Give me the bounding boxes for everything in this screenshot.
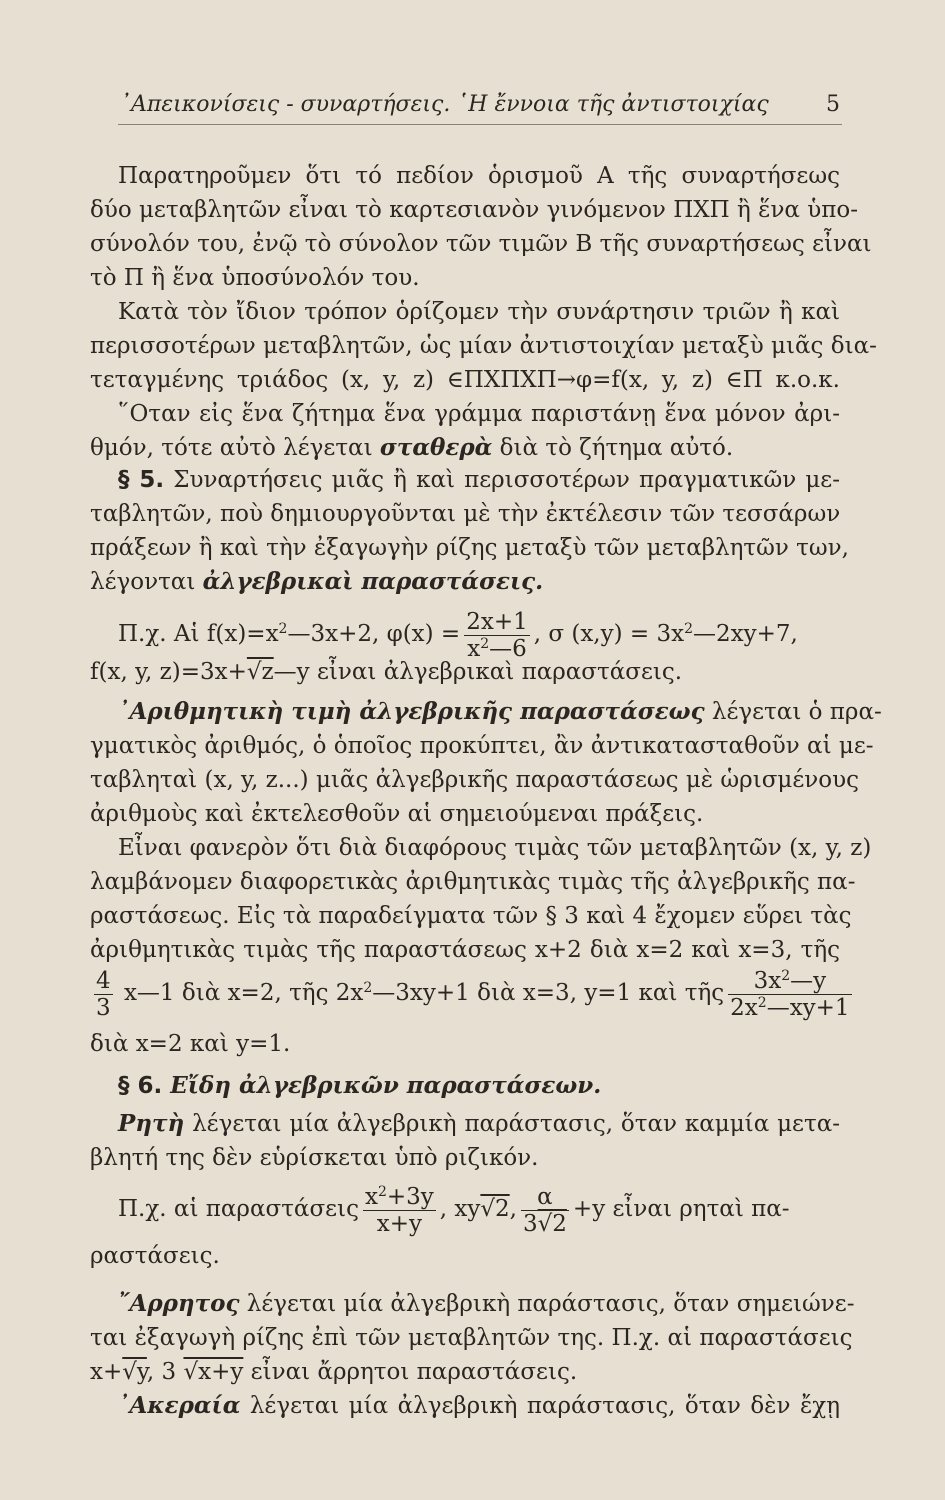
text: 3 (522, 1210, 538, 1237)
text-line: λαμβάνομεν διαφορετικὰς ἀριθμητικὰς τιμὰς τῆς ἀλγεβρικῆς πα- (90, 869, 856, 895)
text: 2x (730, 994, 758, 1021)
text: —3xy+1 διὰ x=3, y=1 καὶ τῆς (372, 980, 725, 1006)
text-line: Κατὰ τὸν ἴδιον τρόπον ὁρίζομεν τὴν συνάρτησιν τριῶν ἢ καὶ (118, 299, 840, 325)
text-line: ταβληταὶ (x, y, z...) μιᾶς ἀλγεβρικῆς παραστάσεως μὲ ὡρισμένους (90, 767, 859, 793)
text: —2xy+7, (693, 621, 798, 647)
denominator: 3 (96, 994, 111, 1021)
exponent: 2 (363, 980, 373, 996)
text: +3y (386, 1183, 434, 1210)
text-line: περισσοτέρων μεταβλητῶν, ὡς μίαν ἀντιστοιχίαν μεταξὺ μιᾶς δια- (90, 333, 877, 359)
emphasis-term: ᾿Ακεραία (118, 1392, 241, 1419)
radical: √y (122, 1359, 147, 1385)
header-title: ᾿Απεικονίσεις - συναρτήσεις. ῾Η ἔννοια τῆς ἀντιστοιχίας (120, 92, 769, 117)
text-line (90, 1357, 840, 1387)
example-line (90, 963, 850, 1023)
numerator: α (521, 1184, 569, 1211)
text: —3x+2, φ(x) = (287, 621, 461, 647)
example-line (118, 1179, 840, 1239)
denominator: x+y (376, 1210, 422, 1237)
text: λέγεται μία ἀλγεβρικὴ παράστασις, ὅταν δὲν ἔχῃ (240, 1393, 840, 1419)
text-line (90, 433, 840, 463)
section-6-heading (118, 1071, 840, 1101)
text-line: ταβλητῶν, ποὺ δημιουργοῦνται μὲ τὴν ἐκτέλεσιν τῶν τεσσάρων (90, 501, 841, 527)
text: Π.χ. αἱ παραστάσεις (118, 1196, 359, 1222)
fraction (728, 968, 851, 1021)
text: , 3 (146, 1359, 184, 1385)
radical: √x+y (183, 1359, 244, 1385)
text: —xy+1 (766, 994, 850, 1021)
numerator (728, 968, 851, 995)
text: λέγεται ὁ πρα- (704, 699, 882, 725)
exponent: 2 (377, 1183, 387, 1200)
fraction (464, 609, 530, 662)
text-line: ραστάσεως. Εἰς τὰ παραδείγματα τῶν § 3 καὶ 4 ἔχομεν εὕρει τὰς (90, 903, 852, 929)
text: —y (790, 967, 827, 994)
text-line: ἀριθμητικὰς τιμὰς τῆς παραστάσεως x+2 διὰ x=2 καὶ x=3, τῆς (90, 937, 840, 963)
text: λέγονται (90, 569, 203, 595)
text-line: βλητή της δὲν εὑρίσκεται ὑπὸ ριζικόν. (90, 1145, 539, 1171)
text: +y εἶναι ρηταὶ πα- (572, 1196, 790, 1222)
text: 3x (753, 967, 782, 994)
section-mark: § 5. (118, 467, 165, 493)
exponent: 2 (480, 635, 490, 652)
text: x—1 διὰ x=2, τῆς 2x (116, 980, 364, 1006)
text: f(x, y, z)=3x+ (90, 659, 247, 685)
exponent: 2 (684, 621, 694, 637)
text-line: πράξεων ἢ καὶ τὴν ἐξαγωγὴν ρίζης μεταξὺ τῶν μεταβλητῶν των, (90, 535, 849, 561)
exponent: 2 (757, 994, 767, 1011)
emphasis-term: Ρητὴ (118, 1110, 185, 1137)
radical: √z (246, 659, 274, 685)
emphasis-term: ῎Αρρητος (118, 1290, 240, 1317)
text: x (467, 635, 481, 662)
fraction (94, 968, 113, 1021)
exponent: 2 (278, 621, 288, 637)
text-line: Εἶναι φανερὸν ὅτι διὰ διαφόρους τιμὰς τῶν μεταβλητῶν (x, y, z) (118, 835, 872, 861)
denominator (728, 995, 851, 1021)
fraction (521, 1184, 569, 1237)
radical: √2 (537, 1210, 567, 1237)
section-mark: § 6. (118, 1073, 163, 1099)
text: , σ (x,y) = 3x (533, 621, 685, 647)
text-line: τὸ Π ἢ ἕνα ὑποσύνολόν του. (90, 265, 420, 291)
running-header (120, 92, 840, 122)
emphasis-term: ἀλγεβρικαὶ παραστάσεις. (202, 568, 544, 595)
page-number: 5 (826, 92, 840, 117)
text-line: γματικὸς ἀριθμός, ὁ ὁποῖος προκύπτει, ἂν ἀντικατασταθοῦν αἱ με- (90, 733, 874, 759)
text: , xy (439, 1196, 481, 1222)
text: —6 (489, 635, 527, 662)
text: Π.χ. Αἱ f(x)=x (118, 621, 279, 647)
text-line: δύο μεταβλητῶν εἶναι τὸ καρτεσιανὸν γινόμενον ΠΧΠ ἢ ἕνα ὑπο- (90, 197, 858, 223)
text: εἶναι ἄρρητοι παραστάσεις. (243, 1359, 578, 1385)
section-title: Εἴδη ἀλγεβρικῶν παραστάσεων. (162, 1072, 602, 1099)
text-line (90, 567, 840, 597)
text-line (118, 1109, 840, 1139)
text-line: ἀριθμοὺς καὶ ἐκτελεσθοῦν αἱ σημειούμεναι πράξεις. (90, 801, 704, 827)
emphasis-term: ᾿Αριθμητικὴ τιμὴ ἀλγεβρικῆς παραστάσεως (118, 698, 705, 725)
text: λέγεται μία ἀλγεβρικὴ παράστασις, ὅταν καμμία μετα- (184, 1111, 840, 1137)
text-line (118, 697, 882, 727)
text-line: τεταγμένης τριάδος (x, y, z) ∈ΠΧΠΧΠ→φ=f(x, y, z) ∈Π κ.ο.κ. (90, 367, 840, 393)
section-5-heading-line (118, 465, 840, 495)
text-line: Παρατηροῦμεν ὅτι τό πεδίον ὁρισμοῦ Α τῆς συναρτήσεως (118, 163, 840, 189)
numerator: 4 (96, 967, 111, 994)
numerator (363, 1184, 436, 1211)
text: x (364, 1183, 378, 1210)
text-line: ται ἐξαγωγὴ ρίζης ἐπὶ τῶν μεταβλητῶν της. Π.χ. αἱ παραστάσεις (90, 1325, 853, 1351)
example-line (118, 604, 840, 664)
text-line (90, 657, 840, 687)
text-line: ῞Οταν εἰς ἕνα ζήτημα ἕνα γράμμα παριστάνῃ ἕνα μόνον ἀρι- (118, 401, 840, 427)
emphasis-term: σταθερὰ (379, 434, 493, 461)
text-line: διὰ x=2 καὶ y=1. (90, 1031, 291, 1057)
text: , (509, 1196, 517, 1222)
text: λέγεται μία ἀλγεβρικὴ παράστασις, ὅταν σημειώνε- (239, 1291, 855, 1317)
exponent: 2 (781, 967, 791, 984)
text-line: σύνολόν του, ἐνῷ τὸ σύνολον τῶν τιμῶν Β τῆς συναρτήσεως εἶναι (90, 231, 872, 257)
numerator: 2x+1 (466, 608, 528, 635)
text-line (118, 1289, 855, 1319)
text: διὰ τὸ ζήτημα αὐτό. (492, 435, 734, 461)
radical: √2 (480, 1196, 510, 1222)
header-rule (118, 124, 842, 125)
text: x+ (90, 1359, 123, 1385)
text: Συναρτήσεις μιᾶς ἢ καὶ περισσοτέρων πραγματικῶν με- (164, 467, 840, 493)
denominator (521, 1211, 569, 1237)
text-line: ραστάσεις. (90, 1243, 220, 1269)
fraction (363, 1184, 436, 1237)
text: θμόν, τότε αὐτὸ λέγεται (90, 435, 380, 461)
text-line (118, 1391, 840, 1421)
text: —y εἶναι ἀλγεβρικαὶ παραστάσεις. (273, 659, 683, 685)
